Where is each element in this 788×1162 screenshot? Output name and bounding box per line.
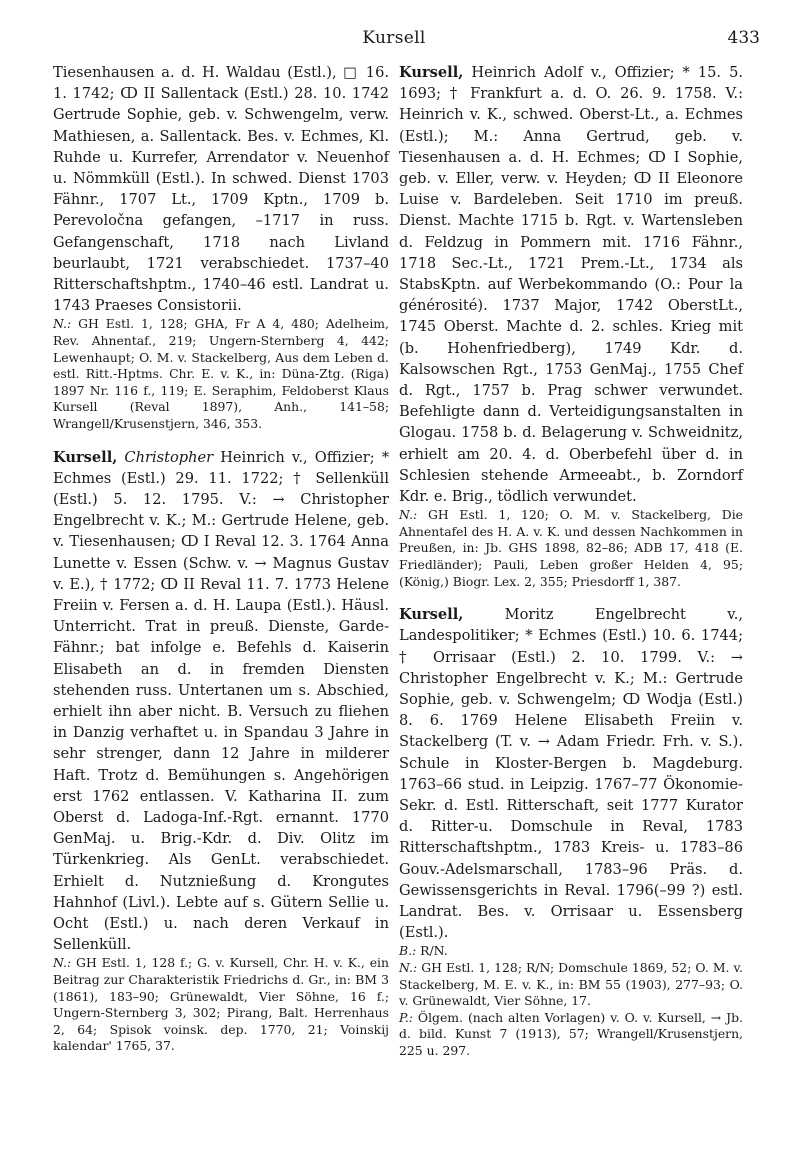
b-text: R/N. bbox=[420, 943, 448, 959]
entry-references bbox=[399, 507, 743, 590]
entry-references bbox=[399, 960, 743, 1010]
entry-continuation bbox=[53, 62, 389, 433]
running-title: Kursell bbox=[362, 28, 426, 48]
refs-text: GH Estl. 1, 128; GHA, Fr A 4, 480; Adelheim, Rev. Ahnentaf., 219; Ungern-Sternberg 4, 442; Lewenhaupt; O. M. v. Stackelberg, Aus dem Leben d. estl. Ritt.-Hptms. Chr. E. v. K., in: Düna-Ztg. (Riga) 1897 Nr. 116 f., 119; E. Seraphim, Feldoberst Klaus Kursell (Reval 1897), Anh., 141–58; Wrangell/Krusenstjern, 346, 353. bbox=[53, 316, 389, 431]
running-head bbox=[0, 28, 788, 58]
b-label: B.: bbox=[399, 943, 417, 959]
page-number: 433 bbox=[727, 28, 760, 48]
refs-text: GH Estl. 1, 128 f.; G. v. Kursell, Chr. H. v. K., ein Beitrag zur Charakteristik Friedrichs d. Gr., in: BM 3 (1861), 183–90; Grünewaldt, Vier Söhne, 16 f.; Ungern-Sternberg 3, 302; Pirang, Balt. Herrenhaus 2, 64; Spisok voinsk. dep. 1770, 21; Voinskij kalendar' 1765, 37. bbox=[53, 955, 389, 1054]
refs-text: GH Estl. 1, 128; R/N; Domschule 1869, 52; O. M. v. Stackelberg, M. E. v. K., in: BM 55 (1903), 277–93; O. v. Grünewaldt, Vier Söhne, 17. bbox=[399, 960, 743, 1009]
p-label: P.: bbox=[399, 1009, 413, 1025]
entry-christopher-heinrich bbox=[53, 447, 389, 1055]
entry-text: Heinrich Adolf v., Offizier; * 15. 5. 1693; † Frankfurt a. d. O. 26. 9. 1758. V.: Heinrich v. K., schwed. Oberst-Lt., a. Echmes (Estl.); M.: Anna Gertrud, geb. v. Tiesenhausen a. d. H. Echmes; ↀ I Sophie, geb. v. Eller, verw. v. Heyden; ↀ II Eleonore Luise v. Bardeleben. Seit 1710 im preuß. Dienst. Machte 1715 b. Rgt. v. Wartensleben d. Feldzug in Pommern mit. 1716 Fähnr., 1718 Sec.-Lt., 1721 Prem.-Lt., 1734 als StabsKptn. auf Werbekommando (O.: Pour la générosité). 1737 Major, 1742 OberstLt., 1745 Oberst. Machte d. 2. schles. Krieg mit (b. Hohenfriedberg), 1749 Kdr. d. Kalsowschen Rgt., 1753 GenMaj., 1755 Chef d. Rgt., 1757 b. Prag schwer verwundet. Befehligte dann d. Verteidigungsanstalten in Glogau. 1758 b. d. Belagerung v. Schweidnitz, erhielt am 20. 4. d. Oberbefehl über d. in Schlesien stehende Armeeabt., b. Zorndorf Kdr. e. Brig., tödlich verwundet. bbox=[399, 64, 743, 506]
entry-portraits bbox=[399, 1010, 743, 1060]
refs-text: GH Estl. 1, 120; O. M. v. Stackelberg, Die Ahnentafel des H. A. v. K. und dessen Nachkommen in Preußen, in: Jb. GHS 1898, 82–86; ADB 17, 418 (E. Friedländer); Pauli, Leben großer Helden 4, 95; (König,) Biogr. Lex. 2, 355; Priesdorff 1, 387. bbox=[399, 507, 743, 589]
entry-body bbox=[399, 62, 743, 507]
entry-surname: Kursell, bbox=[399, 606, 464, 624]
entry-bibliography-b bbox=[399, 943, 743, 960]
entry-text: Heinrich v., Offizier; * Echmes (Estl.) 29. 11. 1722; † Sellenküll (Estl.) 5. 12. 1795. V.: → Christopher Engelbrecht v. K.; M.: Gertrude Helene, geb. v. Tiesenhausen; ↀ I Reval 12. 3. 1764 Anna Lunette v. Essen (Schw. v. → Magnus Gustav v. E.), † 1772; ↀ II Reval 11. 7. 1773 Helene Freiin v. Fersen a. d. H. Laupa (Estl.). Häusl. Unterricht. Trat in preuß. Dienste, Garde-Fähnr.; bat infolge e. Befehls d. Kaiserin Elisabeth an d. in fremden Diensten stehenden russ. Untertanen um s. Abschied, erhielt ihn aber nicht. B. Versuch zu fliehen in Danzig verhaftet u. in Spandau 3 Jahre in sehr strenger, dann 12 Jahre in milderer Haft. Trotz d. Bemühungen s. Angehörigen erst 1762 entlassen. V. Katharina II. zum Oberst d. Ladoga-Inf.-Rgt. ernannt. 1770 GenMaj. u. Brig.-Kdr. d. Div. Olitz im Türkenkrieg. Als GenLt. verabschiedet. Erhielt d. Nutznießung d. Krongutes Hahnhof (Livl.). Lebte auf s. Gütern Sellie u. Ocht (Estl.) u. nach deren Verkauf in Sellenküll. bbox=[53, 448, 389, 954]
entry-body bbox=[53, 447, 389, 956]
entry-surname: Kursell, bbox=[399, 64, 464, 81]
entry-references bbox=[53, 955, 389, 1055]
refs-label: N.: bbox=[53, 955, 72, 971]
p-text: Ölgem. (nach alten Vorlagen) v. O. v. Kursell, → Jb. d. bild. Kunst 7 (1913), 57; Wrangell/Krusenstjern, 225 u. 297. bbox=[399, 1009, 743, 1059]
refs-label: N.: bbox=[53, 316, 72, 332]
entry-text: Moritz Engelbrecht v., Landespolitiker; * Echmes (Estl.) 10. 6. 1744; † Orrisaar (Estl.) 2. 10. 1799. V.: → Christopher Engelbrecht v. K.; M.: Gertrude Sophie, geb. v. Schwengelm; ↀ Wodja (Estl.) 8. 6. 1769 Helene Elisabeth Freiin v. Stackelberg (T. v. → Adam Friedr. Frh. v. S.). Schule in Kloster-Bergen b. Magdeburg. 1763–66 stud. in Leipzig. 1767–77 Ökonomie-Sekr. d. Estl. Ritterschaft, seit 1777 Kurator d. Ritter-u. Domschule in Reval, 1783 Ritterschaftshptm., 1783 Kreis- u. 1783–86 Gouv.-Adelsmarschall, 1783–96 Präs. d. Gewissensgerichts in Reval. 1796(–99 ?) estl. Landrat. Bes. v. Orrisaar u. Essensberg (Estl.). bbox=[399, 606, 743, 942]
right-column bbox=[399, 62, 743, 1060]
entry-surname: Kursell, bbox=[53, 448, 118, 466]
refs-label: N.: bbox=[399, 507, 418, 523]
entry-references bbox=[53, 316, 389, 432]
refs-label: N.: bbox=[399, 960, 418, 976]
entry-heinrich-adolf bbox=[399, 62, 743, 590]
entry-body bbox=[399, 604, 743, 943]
left-column bbox=[53, 62, 389, 1055]
entry-body: Tiesenhausen a. d. H. Waldau (Estl.), □ 16. 1. 1742; ↀ II Sallentack (Estl.) 28. 10. 1742 Gertrude Sophie, geb. v. Schwengelm, verw. Mathiesen, a. Sallentack. Bes. v. Echmes, Kl. Ruhde u. Kurrefer, Arrendator v. Neuenhof u. Nömmküll (Estl.). In schwed. Dienst 1703 Fähnr., 1707 Lt., 1709 Kptn., 1709 b. Perevoločna gefangen, –1717 in russ. Gefangenschaft, 1718 nach Livland beurlaubt, 1721 verabschiedet. 1737–40 Ritterschaftshptm., 1740–46 estl. Landrat u. 1743 Praeses Consistorii. bbox=[53, 64, 389, 315]
entry-moritz-engelbrecht bbox=[399, 604, 743, 1059]
entry-given-name: Christopher bbox=[124, 448, 214, 466]
